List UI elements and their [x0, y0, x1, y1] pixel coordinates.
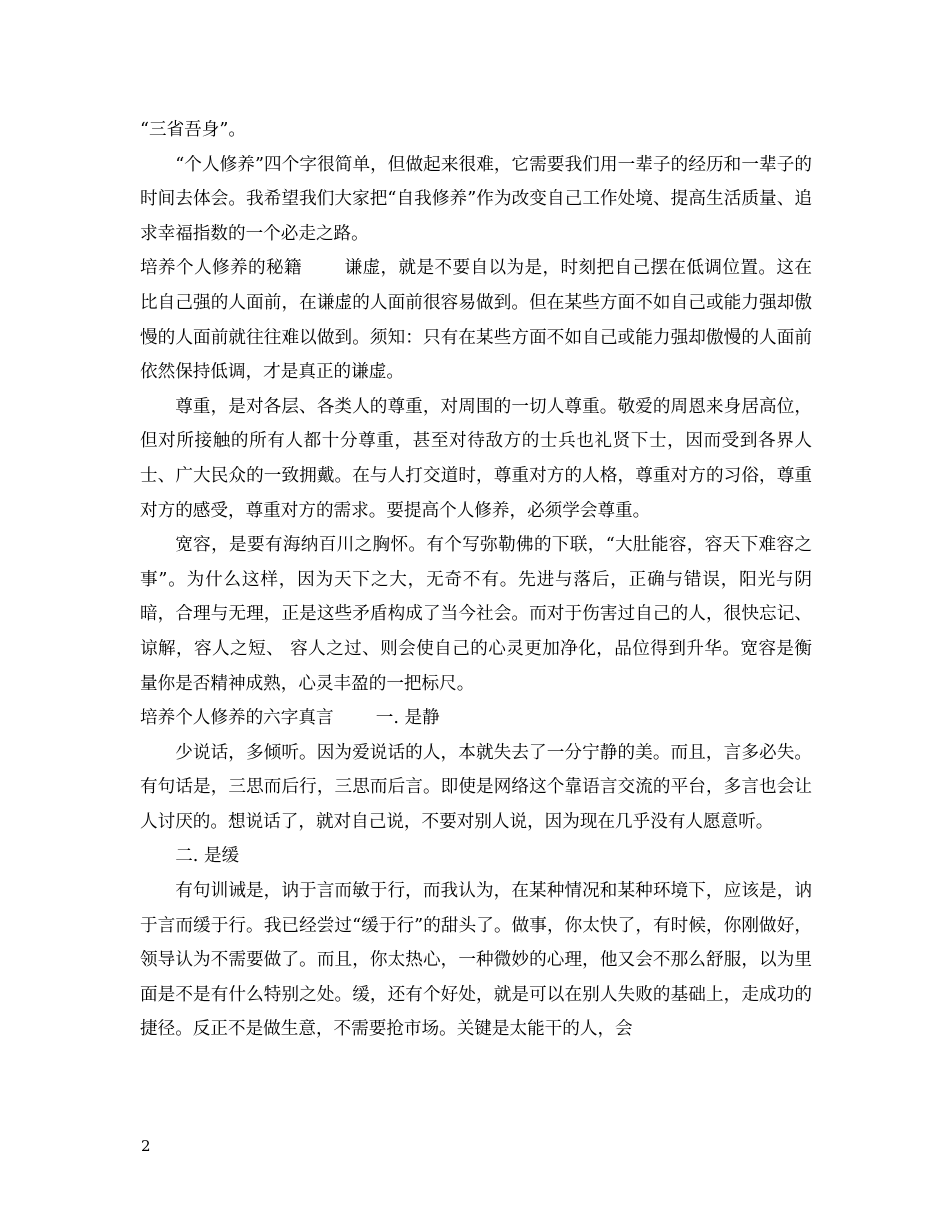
paragraph-1: “三省吾身”。 — [140, 120, 246, 140]
section-heading-six-words: 培养个人修养的六字真言 — [140, 708, 334, 729]
paragraph-4: 尊重，是对各层、各类人的尊重，对周围的一切人尊重。敬爱的周恩来身居高位，但对所接触的所有人都十分尊重，甚至对待敌方的士兵也礼贤下士，因而受到各界人士、广大民众的一致拥戴。在与人打交道时，尊重对方的人格，尊重对方的习俗，尊重对方的感受，尊重对方的需求。要提高个人修养，必须学会尊重。 — [140, 396, 812, 521]
paragraph-6 — [140, 701, 812, 736]
subheading-quiet: 一. 是静 — [375, 708, 440, 729]
section-heading-secrets: 培养个人修养的秘籍 — [140, 258, 302, 279]
document-body — [140, 113, 812, 1047]
paragraph-5: 宽容，是要有海纳百川之胸怀。有个写弥勒佛的下联，“大肚能容，容天下难容之事”。为什么这样，因为天下之大，无奇不有。先进与落后，正确与错误，阳光与阴暗，合理与无理，正是这些矛盾构成了当今社会。而对于伤害过自己的人，很快忘记、谅解，容人之短、 容人之过、则会使自己的心灵更加净化，品位得到升华。宽容是衡量你是否精神成熟，心灵丰盈的一把标尺。 — [140, 535, 812, 694]
paragraph-9: 有句训诫是，讷于言而敏于行，而我认为，在某种情况和某种环境下，应该是，讷于言而缓于行。我已经尝过“缓于行”的甜头了。做事，你太快了，有时候，你刚做好，领导认为不需要做了。而且，你太热心，一种微妙的心理，他又会不那么舒服，以为里面是不是有什么特别之处。缓，还有个好处，就是可以在别人失败的基础上，走成功的捷径。反正不是做生意，不需要抢市场。关键是太能干的人，会 — [140, 881, 812, 1040]
subheading-slow: 二. 是缓 — [175, 846, 240, 867]
paragraph-7: 少说话，多倾听。因为爱说话的人，本就失去了一分宁静的美。而且，言多必失。有句话是，三思而后行，三思而后言。即使是网络这个靠语言交流的平台，多言也会让人讨厌的。想说话了，就对自己说，不要对别人说，因为现在几乎没有人愿意听。 — [140, 742, 812, 832]
paragraph-3 — [140, 251, 812, 389]
page-number: 2 — [141, 1137, 151, 1155]
paragraph-2: “个人修养”四个字很简单，但做起来很难，它需要我们用一辈子的经历和一辈子的时间去体会。我希望我们大家把“自我修养”作为改变自己工作处境、提高生活质量、追求幸福指数的一个必走之路。 — [140, 154, 812, 244]
paragraph-3-text: 谦虚，就是不要自以为是，时刻把自己摆在低调位置。这在比自己强的人面前，在谦虚的人面前很容易做到。但在某些方面不如自己或能力强却傲慢的人面前就往往难以做到。须知：只有在某些方面不如自己或能力强却傲慢的人面前依然保持低调，才是真正的谦虚。 — [140, 258, 812, 383]
